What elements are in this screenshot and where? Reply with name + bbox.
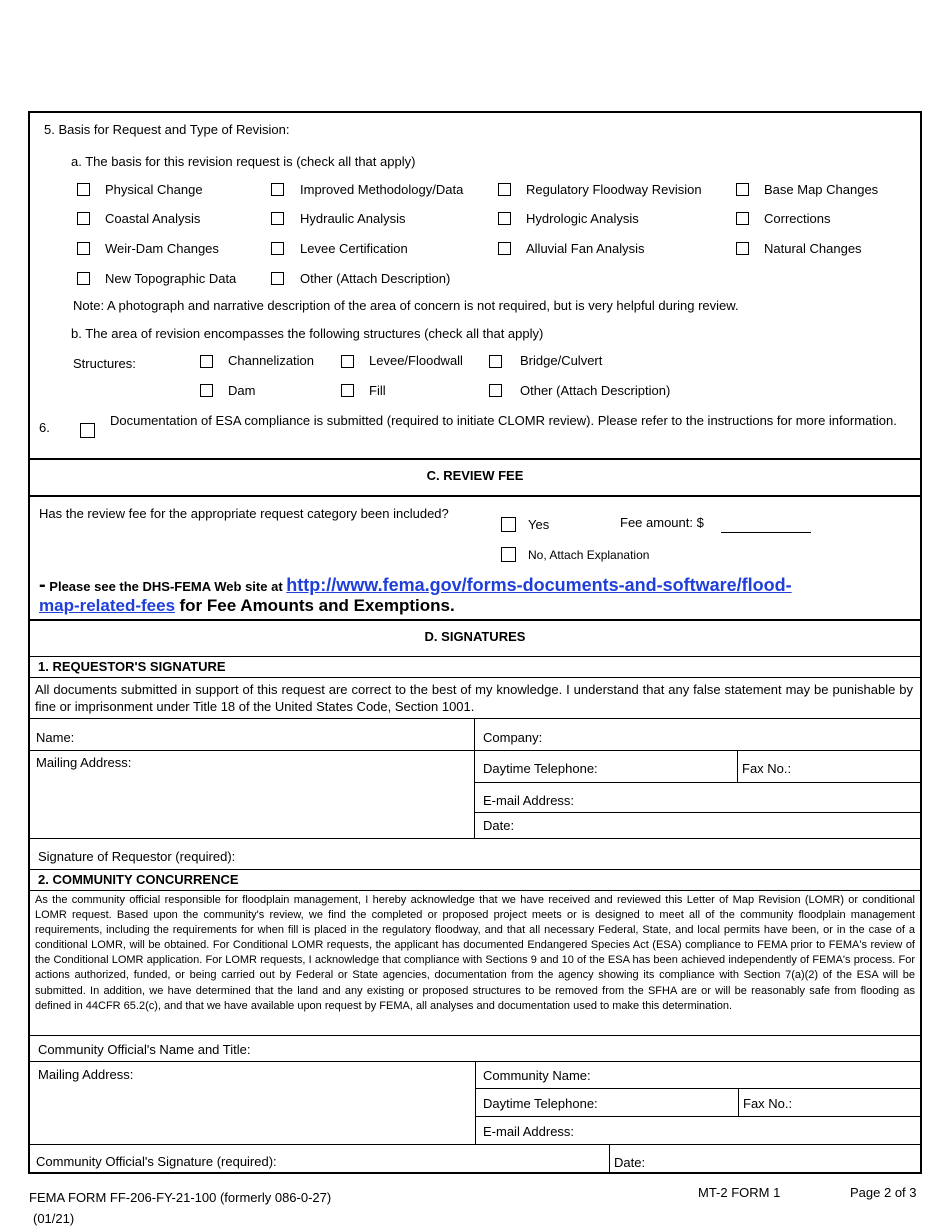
fee-no-label: No, Attach Explanation: [528, 548, 650, 562]
dam-label: Dam: [228, 383, 256, 398]
esa-compliance-text: Documentation of ESA compliance is submitted (required to initiate CLOMR review). Please refer to the instructions for more information.: [110, 413, 897, 428]
hydrologic-analysis-label: Hydrologic Analysis: [526, 211, 639, 226]
other-basis-label: Other (Attach Description): [300, 271, 451, 286]
fill-checkbox[interactable]: [341, 384, 354, 397]
official-mailing-address-label: Mailing Address:: [38, 1067, 134, 1082]
levee-floodwall-label: Levee/Floodwall: [369, 353, 463, 368]
weir-dam-changes-checkbox[interactable]: [77, 242, 90, 255]
new-topographic-data-label: New Topographic Data: [105, 271, 237, 286]
other-structure-checkbox[interactable]: [489, 384, 502, 397]
other-structure-label: Other (Attach Description): [520, 383, 671, 398]
channelization-label: Channelization: [228, 353, 315, 368]
review-fee-header: C. REVIEW FEE: [426, 468, 524, 483]
physical-change-label: Physical Change: [105, 182, 203, 197]
base-map-changes-checkbox[interactable]: [736, 183, 749, 196]
requestor-statement: All documents submitted in support of this request are correct to the best of my knowledge. I understand that any false statement may be punishable by fine or imprisonment under Title 18 of the United States Code, Section 1001.: [35, 682, 913, 714]
esa-compliance-checkbox[interactable]: [80, 423, 95, 438]
fee-website-line-2: [39, 596, 455, 616]
see-website-text: Please see the DHS-FEMA Web site at: [49, 579, 283, 594]
requestor-daytime-telephone-label: Daytime Telephone:: [483, 761, 598, 776]
section-5a-label: a. The basis for this revision request is (check all that apply): [71, 154, 416, 169]
requestor-fax-label: Fax No.:: [742, 761, 792, 776]
section-6-number: 6.: [39, 420, 50, 435]
bridge-culvert-checkbox[interactable]: [489, 355, 502, 368]
community-name-label: Community Name:: [483, 1068, 591, 1083]
corrections-label: Corrections: [764, 211, 831, 226]
structures-label: Structures:: [73, 356, 136, 371]
fee-amount-field[interactable]: [721, 532, 811, 533]
physical-change-checkbox[interactable]: [77, 183, 90, 196]
levee-certification-checkbox[interactable]: [271, 242, 284, 255]
requestor-signature-header: 1. REQUESTOR'S SIGNATURE: [38, 659, 226, 674]
section-5b-label: b. The area of revision encompasses the following structures (check all that apply): [71, 326, 544, 341]
section-5-title: 5. Basis for Request and Type of Revision:: [44, 122, 290, 137]
natural-changes-label: Natural Changes: [764, 241, 862, 256]
corrections-checkbox[interactable]: [736, 212, 749, 225]
footer-edition: (01/21): [33, 1211, 75, 1226]
community-statement: As the community official responsible for floodplain management, I hereby acknowledge that we have received and reviewed this Letter of Map Revision (LOMR) or conditional LOMR request. Based upon the community's review, we find the completed or proposed project meets or is designed to meet all of the community floodplain management requirements, including the requirements for when fill is placed in the regulatory floodway, and that all necessary Federal, State, and local permits have been, or in the case of a conditional LOMR, will be obtained. For Conditional LOMR requests, the applicant has documented Endangered Species Act (ESA) compliance to FEMA prior to FEMA's review of the Conditional LOMR application. For LOMR requests, I acknowledge that compliance with Sections 9 and 10 of the ESA has been achieved independently of FEMA's process. For actions authorized, funded, or being carried out by Federal or State agencies, documentation from the agency showing its compliance with Section 7(a)(2) of the ESA will be submitted. In addition, we have determined that the land and any existing or proposed structures to be removed from the SFHA are or will be reasonably safe from flooding as defined in 44CFR 65.2(c), and that we have available upon request by FEMA, all analyses and documentation used to make this determination.: [35, 894, 915, 1012]
fee-amount-label: Fee amount: $: [620, 515, 704, 530]
requestor-mailing-address-label: Mailing Address:: [36, 755, 132, 770]
fee-amounts-text: for Fee Amounts and Exemptions.: [179, 596, 455, 615]
official-email-label: E-mail Address:: [483, 1124, 575, 1139]
alluvial-fan-analysis-checkbox[interactable]: [498, 242, 511, 255]
official-date-label: Date:: [614, 1155, 646, 1170]
regulatory-floodway-label: Regulatory Floodway Revision: [526, 182, 702, 197]
fee-yes-label: Yes: [528, 517, 550, 532]
fill-label: Fill: [369, 383, 386, 398]
improved-methodology-checkbox[interactable]: [271, 183, 284, 196]
coastal-analysis-checkbox[interactable]: [77, 212, 90, 225]
improved-methodology-label: Improved Methodology/Data: [300, 182, 464, 197]
official-fax-label: Fax No.:: [743, 1096, 793, 1111]
footer-form-name: MT-2 FORM 1: [698, 1185, 781, 1200]
official-name-title-label: Community Official's Name and Title:: [38, 1042, 251, 1057]
regulatory-floodway-checkbox[interactable]: [498, 183, 511, 196]
signatures-header: D. SIGNATURES: [424, 629, 526, 644]
fee-yes-checkbox[interactable]: [501, 517, 516, 532]
fee-no-checkbox[interactable]: [501, 547, 516, 562]
requestor-name-label: Name:: [36, 730, 75, 745]
channelization-checkbox[interactable]: [200, 355, 213, 368]
hydraulic-analysis-label: Hydraulic Analysis: [300, 211, 406, 226]
official-signature-label: Community Official's Signature (required):: [36, 1154, 277, 1169]
hydraulic-analysis-checkbox[interactable]: [271, 212, 284, 225]
levee-certification-label: Levee Certification: [300, 241, 408, 256]
footer-page-number: Page 2 of 3: [850, 1185, 917, 1200]
hydrologic-analysis-checkbox[interactable]: [498, 212, 511, 225]
dash-bullet: -: [39, 574, 46, 596]
coastal-analysis-label: Coastal Analysis: [105, 211, 201, 226]
new-topographic-data-checkbox[interactable]: [77, 272, 90, 285]
levee-floodwall-checkbox[interactable]: [341, 355, 354, 368]
bridge-culvert-label: Bridge/Culvert: [520, 353, 603, 368]
dam-checkbox[interactable]: [200, 384, 213, 397]
review-fee-question: Has the review fee for the appropriate request category been included?: [39, 506, 449, 521]
other-basis-checkbox[interactable]: [271, 272, 284, 285]
weir-dam-changes-label: Weir-Dam Changes: [105, 241, 219, 256]
requestor-email-label: E-mail Address:: [483, 793, 575, 808]
official-daytime-telephone-label: Daytime Telephone:: [483, 1096, 598, 1111]
base-map-changes-label: Base Map Changes: [764, 182, 879, 197]
requestor-signature-label: Signature of Requestor (required):: [38, 849, 236, 864]
fee-website-line-1: [39, 574, 792, 597]
footer-form-id: FEMA FORM FF-206-FY-21-100 (formerly 086-0-27): [29, 1190, 332, 1205]
fee-link-part-2[interactable]: map-related-fees: [39, 596, 176, 615]
natural-changes-checkbox[interactable]: [736, 242, 749, 255]
requestor-date-label: Date:: [483, 818, 515, 833]
fee-link-part-1[interactable]: http://www.fema.gov/forms-documents-and-software/flood-: [286, 575, 792, 595]
alluvial-fan-analysis-label: Alluvial Fan Analysis: [526, 241, 645, 256]
requestor-company-label: Company:: [483, 730, 543, 745]
section-5-note: Note: A photograph and narrative description of the area of concern is not required, but is very helpful during review.: [73, 298, 739, 313]
community-concurrence-header: 2. COMMUNITY CONCURRENCE: [38, 872, 239, 887]
